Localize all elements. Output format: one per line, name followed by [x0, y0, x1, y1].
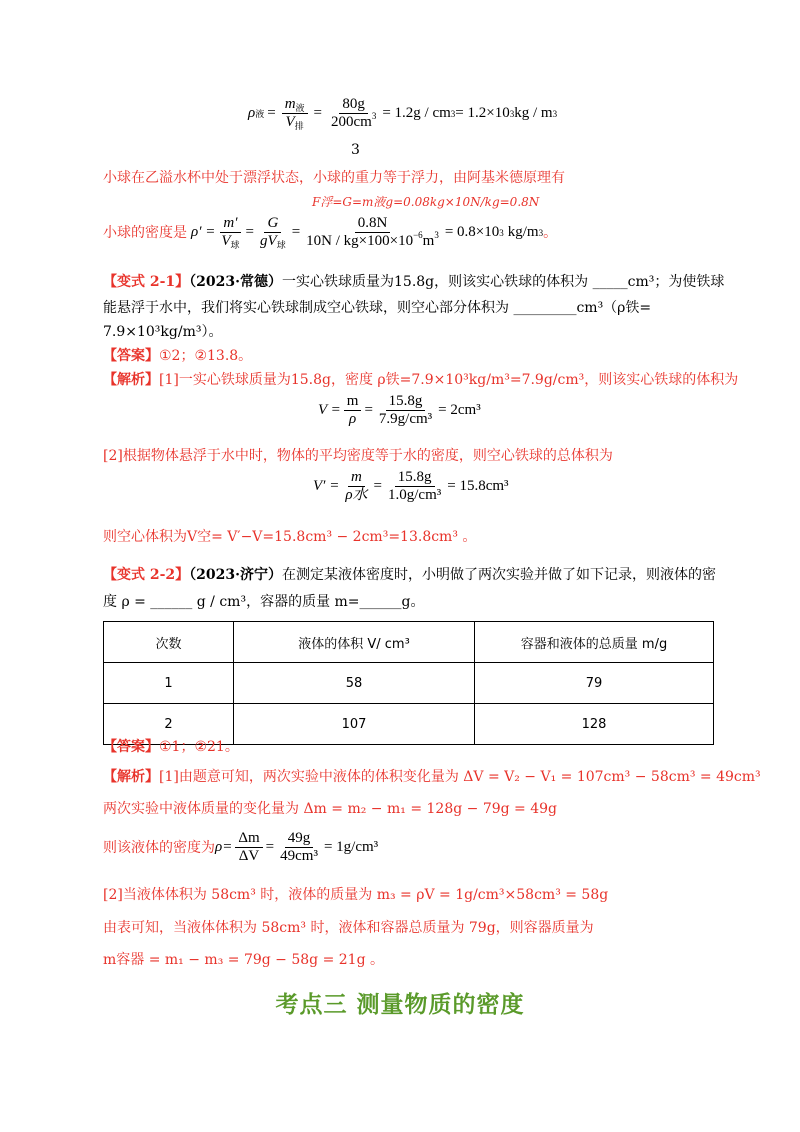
experiment-record-table — [103, 621, 714, 745]
variant-2-2-line2: 度 ρ = ______ g / cm³，容器的质量 m=______g。 — [103, 594, 425, 610]
table-cell: 79 — [475, 663, 714, 704]
table-cell: 2 — [104, 704, 234, 745]
table-cell: 58 — [234, 663, 475, 704]
variant-2-2-analysis2: 两次实验中液体质量的变化量为 Δm = m₂ − m₁ = 128g − 79g = 49g — [103, 801, 558, 817]
hollow-total-volume-equation: V′ = $\frac{m}{\text{ρ水}}$ = $\frac{15.8g}{\text{1.0g/cm³}}$ = 15.8cm³ — [313, 469, 509, 503]
variant-2-2-line1: 【变式 2-2】（2023·济宁）在测定某液体密度时，小明做了两次实验并做了如下记录，则液体的密 — [103, 567, 717, 583]
table-cell: 1 — [104, 663, 234, 704]
table-row — [104, 663, 714, 704]
table-cell: 128 — [475, 704, 714, 745]
iron-volume-equation: V = $\frac{m}{\rho}$ = $\frac{15.8g}{\text{7.9g/cm³}}$ = 2cm³ — [318, 393, 481, 427]
float-explanation: 小球在乙溢水杯中处于漂浮状态，小球的重力等于浮力，由阿基米德原理有 — [103, 170, 565, 186]
table-header-cell: 液体的体积 V/ cm³ — [234, 622, 475, 663]
numeric-fraction: $\frac{80g}{200cm^3}$ — [331, 96, 377, 130]
section-heading: 考点三 测量物质的密度 — [275, 992, 525, 1018]
variant-2-1-answer: 【答案】①2；②13.8。 — [103, 348, 253, 364]
variant-source: （2023·常德） — [189, 274, 283, 290]
variant-tag: 【变式 2-1】 — [103, 274, 190, 290]
variant-2-2-analysis6: m容器 = m₁ − m₃ = 79g − 58g = 21g 。 — [103, 952, 384, 968]
variant-2-1-line3: 7.9×10³kg/m³）。 — [103, 324, 223, 340]
table-header-cell: 容器和液体的总质量 m/g — [475, 622, 714, 663]
variant-2-2-analysis4: [2]当液体体积为 58cm³ 时，液体的质量为 m₃ = ρV = 1g/cm³×58cm³ = 58g — [103, 887, 609, 903]
variant-2-1-analysis2: [2]根据物体悬浮于水中时，物体的平均密度等于水的密度，则空心铁球的总体积为 — [103, 448, 613, 464]
page-number: 3 — [351, 142, 360, 158]
rho-symbol: ρ — [248, 105, 256, 121]
variant-2-2-analysis1: 【解析】[1]由题意可知，两次实验中液体的体积变化量为 ΔV = V₂ − V₁ = 107cm³ − 58cm³ = 49cm³ — [103, 769, 761, 785]
buoyancy-equation: F浮=G=m液g=0.08kg×10N/kg=0.8N — [312, 195, 540, 209]
variant-2-2-answer: 【答案】①1；②21。 — [103, 739, 239, 755]
table-header-cell: 次数 — [104, 622, 234, 663]
variant-2-1-analysis1: 【解析】[1]一实心铁球质量为15.8g，密度 ρ铁=7.9×10³kg/m³=7.9g/cm³，则该实心铁球的体积为 — [103, 372, 739, 388]
variant-2-1-line1: 【变式 2-1】（2023·常德）一实心铁球质量为15.8g，则该实心铁球的体积为 _____cm³；为使铁球 — [103, 274, 725, 290]
variant-2-1-line2: 能悬浮于水中，我们将实心铁球制成空心铁球，则空心部分体积为 _________cm³（ρ铁= — [103, 300, 652, 316]
ball-density-lead: 小球的密度是 — [103, 224, 187, 241]
table-cell: 107 — [234, 704, 475, 745]
variant-2-2-analysis3: 则该液体的密度为 ρ= $\frac{\Delta m}{\Delta V}$ = $\frac{49g}{\text{49cm³}}$ = 1g/cm³ — [103, 830, 379, 864]
hollow-volume-result: 则空心体积为V空= V′−V=15.8cm³ − 2cm³=13.8cm³ 。 — [103, 529, 477, 545]
ball-density-line: 小球的密度是 ρ′ = $\frac{m'}{V_球}$ = $\frac{G}{gV_球}$ = $\frac{0.8N}{10N / kg\times 100\times 10^{-6}m^3}$ = 0.8×10 3 kg/m 3 。 — [103, 215, 558, 250]
liquid-density-formula: ρ 液 = $\frac{m_液}{V_排}$ = $\frac{80g}{200cm^3}$ = 1.2g / cm 3 = 1.2×10 3 kg / m 3 — [248, 96, 558, 131]
variant-2-2-analysis5: 由表可知，当液体体积为 58cm³ 时，液体和容器总质量为 79g，则容器质量为 — [103, 920, 594, 936]
mass-over-volume: $\frac{m_液}{V_排}$ — [282, 96, 308, 131]
table-header-row — [104, 622, 714, 663]
